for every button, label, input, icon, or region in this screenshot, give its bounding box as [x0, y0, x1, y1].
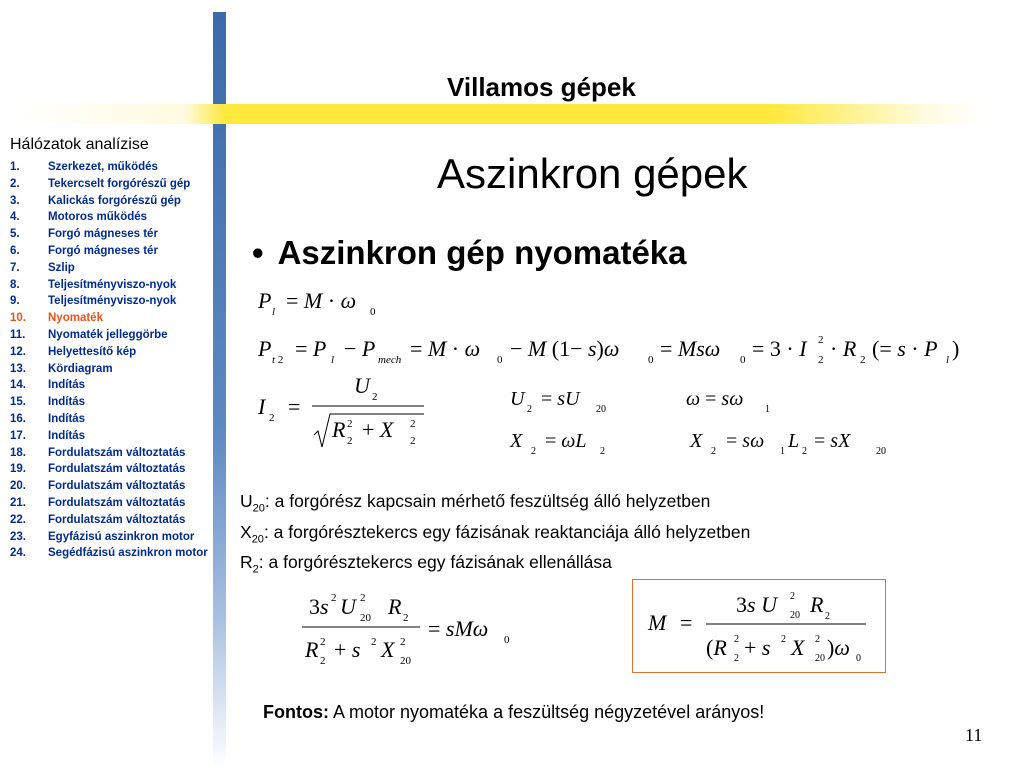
svg-text:0: 0	[504, 634, 510, 646]
definition-u20: $U_{20}$: a forgórész kapcsain mérhető feszültség álló helyzetben	[240, 491, 711, 515]
sidebar-item-number: 7.	[10, 261, 20, 274]
sidebar-item[interactable]	[10, 176, 210, 193]
sidebar-item-number: 3.	[10, 194, 20, 207]
sidebar-item[interactable]	[10, 327, 210, 344]
sidebar-item[interactable]	[10, 159, 210, 176]
svg-text:P: P	[258, 336, 272, 361]
svg-text:2: 2	[372, 391, 378, 403]
svg-text:20: 20	[790, 610, 800, 621]
svg-text:= P: = P	[295, 336, 327, 361]
svg-text:− P: − P	[344, 336, 376, 361]
svg-text:(R: (R	[706, 635, 727, 660]
svg-text:+ X: + X	[362, 417, 394, 442]
svg-text:2: 2	[802, 446, 807, 457]
sidebar-item[interactable]	[10, 411, 210, 428]
sidebar-item-label: Kalickás forgórészű gép	[48, 194, 181, 207]
sidebar-item-number: 13.	[10, 362, 26, 375]
header-title: Villamos gépek	[447, 72, 636, 102]
svg-text:L: L	[788, 430, 800, 452]
sidebar-item-label: Forgó mágneses tér	[48, 228, 158, 241]
svg-text:2: 2	[734, 634, 739, 645]
svg-text:0: 0	[740, 354, 746, 366]
highlighted-formula-box	[632, 579, 886, 673]
sidebar-item[interactable]	[10, 361, 210, 378]
definition-r2: $R_2$: a forgórésztekercs egy fázisának ellenállása	[240, 552, 612, 576]
svg-text:− M (1− s)ω: − M (1− s)ω	[510, 336, 620, 361]
sidebar-item-label: Indítás	[48, 396, 86, 409]
svg-text:U: U	[510, 388, 525, 410]
sidebar-item[interactable]	[10, 209, 210, 226]
svg-text:0: 0	[370, 306, 376, 318]
sidebar-item[interactable]	[10, 428, 210, 445]
sidebar-item-number: 23.	[10, 530, 26, 543]
svg-text:R: R	[810, 592, 824, 617]
sidebar-item-number: 22.	[10, 513, 26, 526]
sidebar-item[interactable]	[10, 545, 210, 562]
formula-torque-eq	[302, 592, 510, 667]
svg-text:0: 0	[856, 653, 861, 664]
sidebar-item-label: Teljesítményviszo-nyok	[48, 278, 177, 291]
svg-text:= sMω: = sMω	[428, 616, 489, 641]
svg-text:1: 1	[765, 404, 770, 415]
formula-i2	[257, 373, 424, 447]
svg-text:2: 2	[403, 612, 409, 624]
sidebar-item-number: 2.	[10, 177, 20, 190]
svg-text:2: 2	[400, 636, 406, 648]
sidebar-item-label: Egyfázisú aszinkron motor	[48, 530, 195, 543]
page-number: 11	[965, 725, 983, 745]
svg-text:X: X	[381, 637, 395, 662]
svg-text:2: 2	[818, 354, 824, 366]
sidebar-item-label: Indítás	[48, 429, 86, 442]
svg-text:3s: 3s	[309, 594, 329, 619]
sidebar-item-label: Indítás	[48, 412, 86, 425]
sidebar-item[interactable]	[10, 226, 210, 243]
svg-text:2: 2	[410, 418, 416, 430]
svg-text:0: 0	[497, 354, 503, 366]
svg-text:2: 2	[531, 446, 536, 457]
sidebar-item[interactable]	[10, 377, 210, 394]
svg-text:= Msω: = Msω	[660, 336, 721, 361]
svg-text:1: 1	[780, 446, 785, 457]
svg-text:2: 2	[790, 591, 795, 602]
decorative-horizontal-bar	[10, 104, 985, 124]
sidebar-item-label: Fordulatszám változtatás	[48, 513, 186, 526]
sidebar-item-number: 10.	[10, 312, 26, 325]
svg-text:= sω: = sω	[726, 430, 765, 452]
svg-text:20: 20	[360, 612, 371, 624]
sidebar-item-label: Fordulatszám változtatás	[48, 463, 186, 476]
svg-text:20: 20	[815, 653, 825, 664]
sidebar-item-number: 11.	[10, 328, 26, 341]
svg-text:): )	[952, 336, 960, 361]
sidebar-item-label: Fordulatszám változtatás	[48, 446, 186, 459]
note-label: Fontos:	[263, 702, 329, 722]
bullet-text: Aszinkron gép nyomatéka	[277, 234, 687, 271]
svg-text:0: 0	[648, 354, 654, 366]
sidebar-item-label: Segédfázisú aszinkron motor	[48, 547, 208, 560]
svg-text:X: X	[690, 430, 703, 452]
sidebar-item[interactable]	[10, 512, 210, 529]
svg-text:l: l	[331, 354, 335, 366]
svg-text:3s U: 3s U	[736, 592, 777, 617]
sidebar-item-label: Nyomaték jelleggörbe	[48, 328, 168, 341]
sidebar-item-number: 4.	[10, 211, 20, 224]
svg-text:2: 2	[347, 435, 353, 447]
svg-text:= ωL: = ωL	[545, 430, 587, 452]
sidebar-item-number: 1.	[10, 161, 20, 173]
svg-text:I: I	[258, 394, 266, 419]
important-note	[263, 702, 764, 723]
sidebar-item-number: 14.	[10, 379, 26, 392]
svg-text:=: =	[288, 394, 301, 419]
svg-text:= sX: = sX	[814, 430, 851, 452]
svg-text:P: P	[258, 288, 272, 313]
sidebar-item-label: Kördiagram	[48, 362, 113, 375]
sidebar-item-number: 19.	[10, 463, 26, 476]
sidebar-item-number: 18.	[10, 446, 26, 459]
sidebar-item-number: 24.	[10, 547, 26, 560]
sidebar-item-label: Helyettesítő kép	[48, 345, 137, 358]
svg-text:2: 2	[860, 354, 866, 366]
svg-text:ω = sω: ω = sω	[686, 388, 744, 410]
symbol-definitions	[240, 490, 750, 582]
svg-text:2: 2	[410, 435, 416, 447]
sidebar-item-number: 16.	[10, 412, 26, 425]
svg-text:2: 2	[371, 636, 377, 648]
sidebar-item-number: 21.	[10, 496, 26, 509]
svg-text:= M · ω: = M · ω	[286, 288, 357, 313]
svg-text:)ω: )ω	[827, 635, 850, 660]
sidebar-item-label: Szlip	[48, 261, 75, 274]
sidebar-item-label: Tekercselt forgórészű gép	[48, 177, 191, 190]
svg-text:2: 2	[527, 404, 532, 415]
definition-x20: $X_{20}$: a forgórésztekercs egy fázisának reaktanciája álló helyzetben	[240, 521, 751, 545]
sidebar-item[interactable]	[10, 344, 210, 361]
sidebar-item[interactable]	[10, 529, 210, 546]
svg-text:l: l	[946, 354, 950, 366]
svg-text:(= s · P: (= s · P	[872, 336, 938, 361]
sidebar-item-number: 17.	[10, 429, 26, 442]
svg-text:2: 2	[331, 592, 337, 604]
sidebar-item-label: Forgó mágneses tér	[48, 244, 158, 257]
decorative-vertical-bar	[213, 12, 226, 768]
svg-text:2: 2	[320, 655, 326, 667]
sidebar-item[interactable]	[10, 277, 210, 294]
sidebar-item-number: 9.	[10, 295, 20, 308]
svg-text:2: 2	[781, 634, 786, 645]
svg-text:R: R	[332, 417, 346, 442]
svg-text:R: R	[388, 594, 402, 619]
svg-text:U: U	[340, 594, 356, 619]
sidebar-item[interactable]	[10, 193, 210, 210]
svg-text:2: 2	[825, 611, 830, 622]
sidebar-item[interactable]	[10, 394, 210, 411]
svg-text:=: =	[680, 610, 693, 635]
svg-text:= sU: = sU	[541, 388, 580, 410]
note-text: A motor nyomatéka a feszültség négyzetével arányos!	[328, 702, 765, 722]
sidebar-item-number: 12.	[10, 345, 26, 358]
svg-text:U: U	[354, 373, 370, 398]
formula-u2	[510, 388, 606, 415]
bullet-marker: •	[252, 234, 264, 271]
svg-text:2: 2	[269, 412, 275, 424]
sidebar-item[interactable]	[10, 478, 210, 495]
sidebar-item[interactable]	[10, 310, 210, 327]
svg-text:2: 2	[347, 418, 353, 430]
svg-text:20: 20	[400, 655, 411, 667]
sidebar-item-label: Fordulatszám változtatás	[48, 496, 186, 509]
svg-text:20: 20	[596, 404, 606, 415]
sidebar-item-number: 6.	[10, 244, 20, 257]
svg-text:R: R	[305, 637, 319, 662]
sidebar-item[interactable]	[10, 445, 210, 462]
sidebar-item-label: Nyomaték	[48, 312, 103, 325]
svg-text:X: X	[510, 430, 523, 452]
sidebar-item-number: 15.	[10, 396, 26, 409]
sidebar-item-label: Szerkezet, működés	[48, 161, 158, 173]
svg-text:t 2: t 2	[272, 354, 284, 366]
sidebar-item-label: Motoros működés	[48, 211, 148, 224]
sidebar-item[interactable]	[10, 495, 210, 512]
svg-text:X: X	[791, 635, 805, 660]
svg-text:l: l	[272, 306, 276, 318]
bullet-point	[252, 234, 687, 272]
sidebar-item-number: 20.	[10, 480, 26, 493]
sidebar-item[interactable]	[10, 260, 210, 277]
svg-text:2: 2	[815, 634, 820, 645]
formula-pl	[257, 288, 376, 318]
svg-text:2: 2	[818, 334, 824, 346]
svg-text:2: 2	[320, 636, 326, 648]
sidebar-item-number: 5.	[10, 228, 20, 241]
sidebar-item[interactable]	[10, 243, 210, 260]
svg-text:2: 2	[711, 446, 716, 457]
svg-text:· R: · R	[830, 336, 857, 361]
formula-pt2	[257, 334, 959, 366]
svg-text:+ s: + s	[334, 637, 361, 662]
slide-title: Aszinkron gépek	[437, 150, 748, 197]
sidebar-heading: Hálózatok analízise	[10, 136, 149, 153]
formula-omega	[686, 388, 770, 415]
sidebar-item-label: Indítás	[48, 379, 86, 392]
formula-x2-slip	[689, 430, 886, 457]
svg-text:2: 2	[360, 592, 366, 604]
sidebar-item-label: Fordulatszám változtatás	[48, 480, 186, 493]
svg-text:2: 2	[734, 653, 739, 664]
formula-x2	[509, 430, 605, 457]
svg-text:20: 20	[876, 446, 886, 457]
svg-text:+ s: + s	[744, 635, 771, 660]
sidebar-item-label: Teljesítményviszo-nyok	[48, 295, 177, 308]
sidebar-item[interactable]	[10, 293, 210, 310]
svg-text:= M · ω: = M · ω	[410, 336, 481, 361]
sidebar-item[interactable]	[10, 461, 210, 478]
svg-text:M: M	[648, 610, 667, 635]
svg-text:= 3 · I: = 3 · I	[752, 336, 807, 361]
sidebar-item-number: 8.	[10, 278, 20, 291]
svg-text:mech: mech	[378, 354, 402, 366]
svg-text:2: 2	[600, 446, 605, 457]
sidebar-nav	[10, 159, 210, 562]
